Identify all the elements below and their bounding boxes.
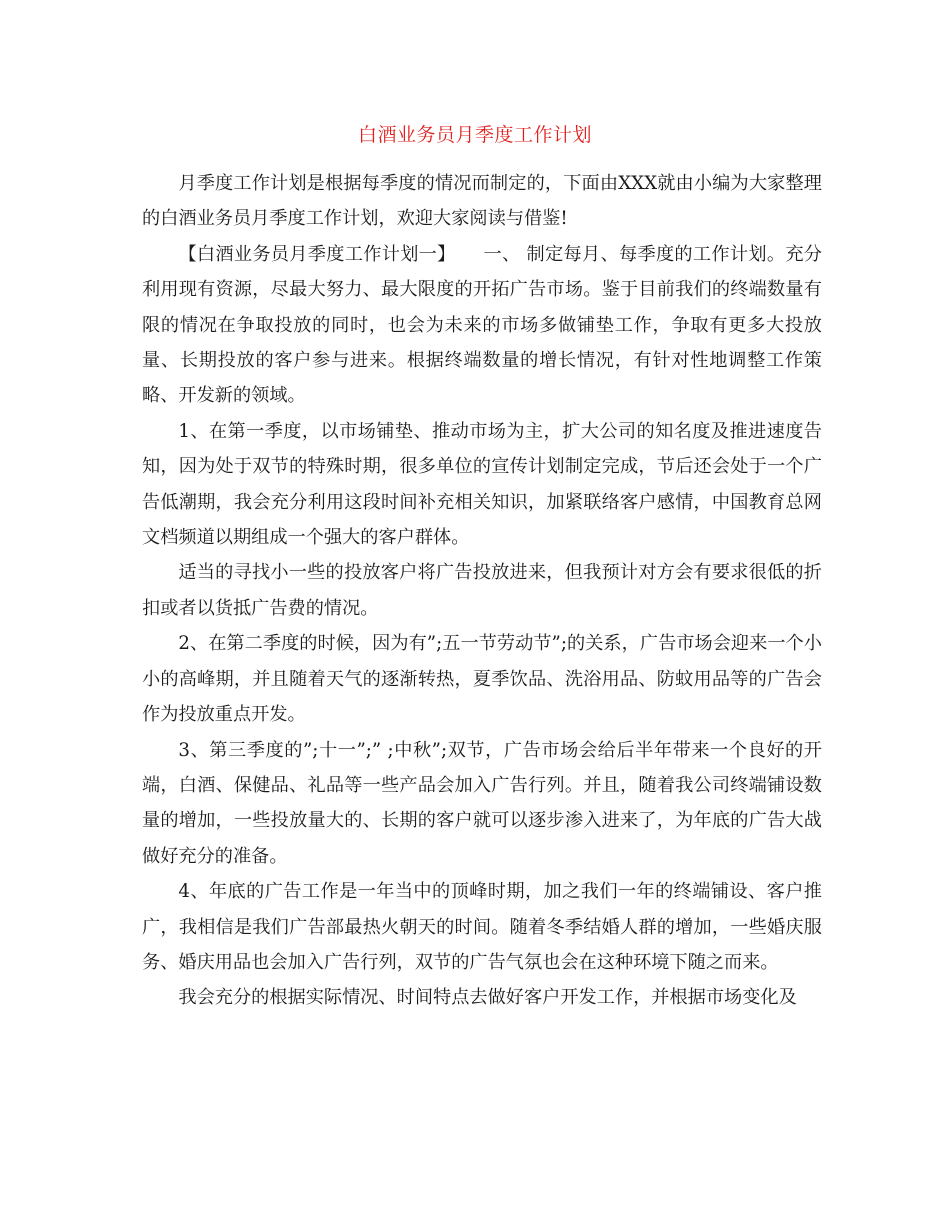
paragraph-third-quarter: 3、第三季度的”;十一”;” ;中秋”;双节，广告市场会给后半年带来一个良好的开端，白酒、保健品、礼品等一些产品会加入广告行列。并且，随着我公司终端铺设数量的增加，一些投放量大的、长期的客户就可以逐步渗入进来了，为年底的广告大战做好充分的准备。 [142,739,822,867]
paragraph-small-clients: 适当的寻找小一些的投放客户将广告投放进来，但我预计对方会有要求很低的折扣或者以货抵广告费的情况。 [142,562,822,619]
paragraph-second-quarter: 2、在第二季度的时候，因为有”;五一节劳动节”;的关系，广告市场会迎来一个小小的高峰期，并且随着天气的逐渐转热，夏季饮品、洗浴用品、防蚊用品等的广告会作为投放重点开发。 [142,633,822,726]
paragraph-plan-one: 【白酒业务员月季度工作计划一】 一、 制定每月、每季度的工作计划。充分利用现有资源，尽最大努力、最大限度的开拓广告市场。鉴于目前我们的终端数量有限的情况在争取投放的同时，也会为未来的市场多做铺垫工作，争取有更多大投放量、长期投放的客户参与进来。根据终端数量的增长情况，有针对性地调整工作策略、开发新的领域。 [142,243,822,407]
paragraph-intro: 月季度工作计划是根据每季度的情况而制定的，下面由XXX就由小编为大家整理的白酒业务员月季度工作计划，欢迎大家阅读与借鉴! [142,173,822,230]
paragraph-first-quarter: 1、在第一季度，以市场铺垫、推动市场为主，扩大公司的知名度及推进速度告知，因为处于双节的特殊时期，很多单位的宣传计划制定完成，节后还会处于一个广告低潮期，我会充分利用这段时间补充相关知识，加紧联络客户感情，中国教育总网文档频道以期组成一个强大的客户群体。 [142,420,822,549]
document-body [142,166,822,1016]
paragraph-year-end: 4、年底的广告工作是一年当中的顶峰时期，加之我们一年的终端铺设、客户推广，我相信是我们广告部最热火朝天的时间。随着冬季结婚人群的增加，一些婚庆服务、婚庆用品也会加入广告行列，双节的广告气氛也会在这种环境下随之而来。 [142,881,822,973]
document-title: 白酒业务员月季度工作计划 [357,124,592,146]
paragraph-closing: 我会充分的根据实际情况、时间特点去做好客户开发工作，并根据市场变化及 [178,987,797,1009]
